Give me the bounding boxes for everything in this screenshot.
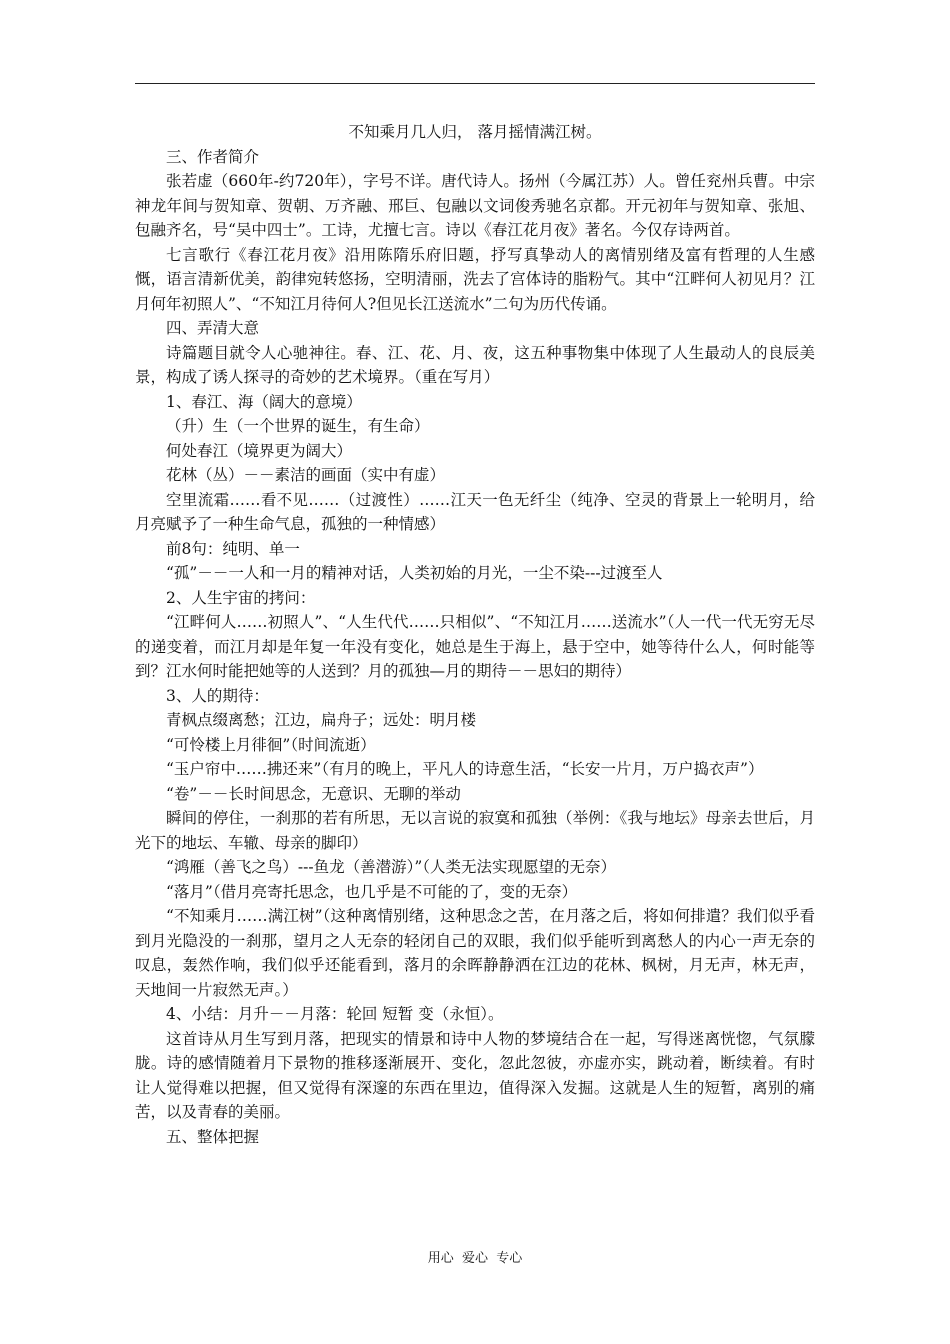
subheading-expectation: 3、人的期待： xyxy=(166,686,269,705)
header-rule xyxy=(135,83,815,84)
paragraph-poem-intro: 七言歌行《春江花月夜》沿用陈隋乐府旧题，抒写真挚动人的离情别绪及富有哲理的人生感慨，语言清新优美，韵律宛转悠扬，空明清丽，洗去了宫体诗的脂粉气。其中“江畔何人初见月？江月何年初照人”、“不知江月待何人?但见长江送流水”二句为历代传诵。 xyxy=(135,245,815,313)
note-line: 青枫点缀离愁；江边，扁舟子；远处：明月楼 xyxy=(166,711,477,729)
paragraph-summary: 这首诗从月生写到月落，把现实的情景和诗中人物的梦境结合在一起，写得迷离恍惚，气氛朦胧。诗的感情随着月下景物的推移逐渐展开、变化，忽此忽彼，亦虚亦实，跳动着，断续着。有时让人觉得难以把握，但又觉得有深邃的东西在里边，值得深入发掘。这就是人生的短暂，离别的痛苦，以及青春的美丽。 xyxy=(135,1029,815,1121)
section-heading-meaning: 四、弄清大意 xyxy=(166,319,260,337)
note-line: 前8句：纯明、单一 xyxy=(166,539,300,558)
note-paragraph: 瞬间的停住，一刹那的若有所思，无以言说的寂寞和孤独（举例：《我与地坛》母亲去世后，月光下的地坛、车辙、母亲的脚印） xyxy=(135,809,815,852)
paragraph-title-meaning: 诗篇题目就令人心驰神往。春、江、花、月、夜，这五种事物集中体现了人生最动人的良辰美景，构成了诱人探寻的奇妙的艺术境界。（重在写月） xyxy=(135,343,815,386)
poem-line: 不知乘月几人归， 落月摇情满江树。 xyxy=(348,123,602,141)
section-heading-author: 三、作者简介 xyxy=(166,147,260,166)
document-body xyxy=(135,120,815,1149)
note-line: 何处春江（境界更为阔大） xyxy=(166,441,353,460)
note-line: “卷”－－长时间思念，无意识、无聊的举动 xyxy=(166,784,461,803)
subheading-spring-river: 1、春江、海（阔大的意境） xyxy=(166,392,362,411)
note-line: “可怜楼上月徘徊”（时间流逝） xyxy=(166,735,376,754)
subheading-summary: 4、小结：月升－－月落：轮回 短暂 变（永恒）。 xyxy=(166,1005,504,1023)
page-footer: 用心 爱心 专心 xyxy=(427,1251,523,1266)
section-heading-overall: 五、整体把握 xyxy=(166,1127,260,1146)
paragraph-author-bio: 张若虚（660年-约720年），字号不详。唐代诗人。扬州（今属江苏）人。曾任兖州兵曹。中宗神龙年间与贺知章、贺朝、万齐融、邢巨、包融以文词俊秀驰名京都。开元初年与贺知章、张旭、包融齐名，号“吴中四士”。工诗，尤擅七言。诗以《春江花月夜》著名。今仅存诗两首。 xyxy=(135,172,815,239)
note-paragraph: “玉户帘中……拂还来”（有月的晚上，平凡人的诗意生活，“长安一片月，万户捣衣声”） xyxy=(166,760,764,778)
note-line: “鸿雁（善飞之鸟）---鱼龙（善潜游）”（人类无法实现愿望的无奈） xyxy=(166,858,617,876)
note-paragraph: “江畔何人……初照人”、“人生代代……只相似”、“不知江月……送流水”（人一代一代无穷无尽的递变着，而江月却是年复一年没有变化，她总是生于海上，悬于空中，她等待什么人，何时能等到？江水何时能把她等的人送到？月的孤独—月的期待－－思妇的期待） xyxy=(135,613,815,680)
subheading-cosmic-question: 2、人生宇宙的拷问： xyxy=(166,588,316,607)
note-line: “落月”（借月亮寄托思念，也几乎是不可能的了，变的无奈） xyxy=(166,882,578,901)
note-line: “孤”－－一人和一月的精神对话，人类初始的月光，一尘不染---过渡至人 xyxy=(166,564,663,582)
note-line: 花林（丛）－－素洁的画面（实中有虚） xyxy=(166,466,446,484)
note-paragraph: “不知乘月……满江树”（这种离情别绪，这种思念之苦，在月落之后，将如何排遣？我们似乎看到月光隐没的一刹那，望月之人无奈的轻闭自己的双眼，我们似乎能听到离愁人的内心一声无奈的叹息，轰然作响，我们似乎还能看到，落月的余晖静静洒在江边的花林、枫树，月无声，林无声，天地间一片寂然无声。） xyxy=(135,907,815,999)
note-line: （升）生（一个世界的诞生，有生命） xyxy=(166,417,430,435)
note-paragraph: 空里流霜……看不见……（过渡性）……江天一色无纤尘（纯净、空灵的背景上一轮明月，给月亮赋予了一种生命气息，孤独的一种情感） xyxy=(135,490,815,533)
